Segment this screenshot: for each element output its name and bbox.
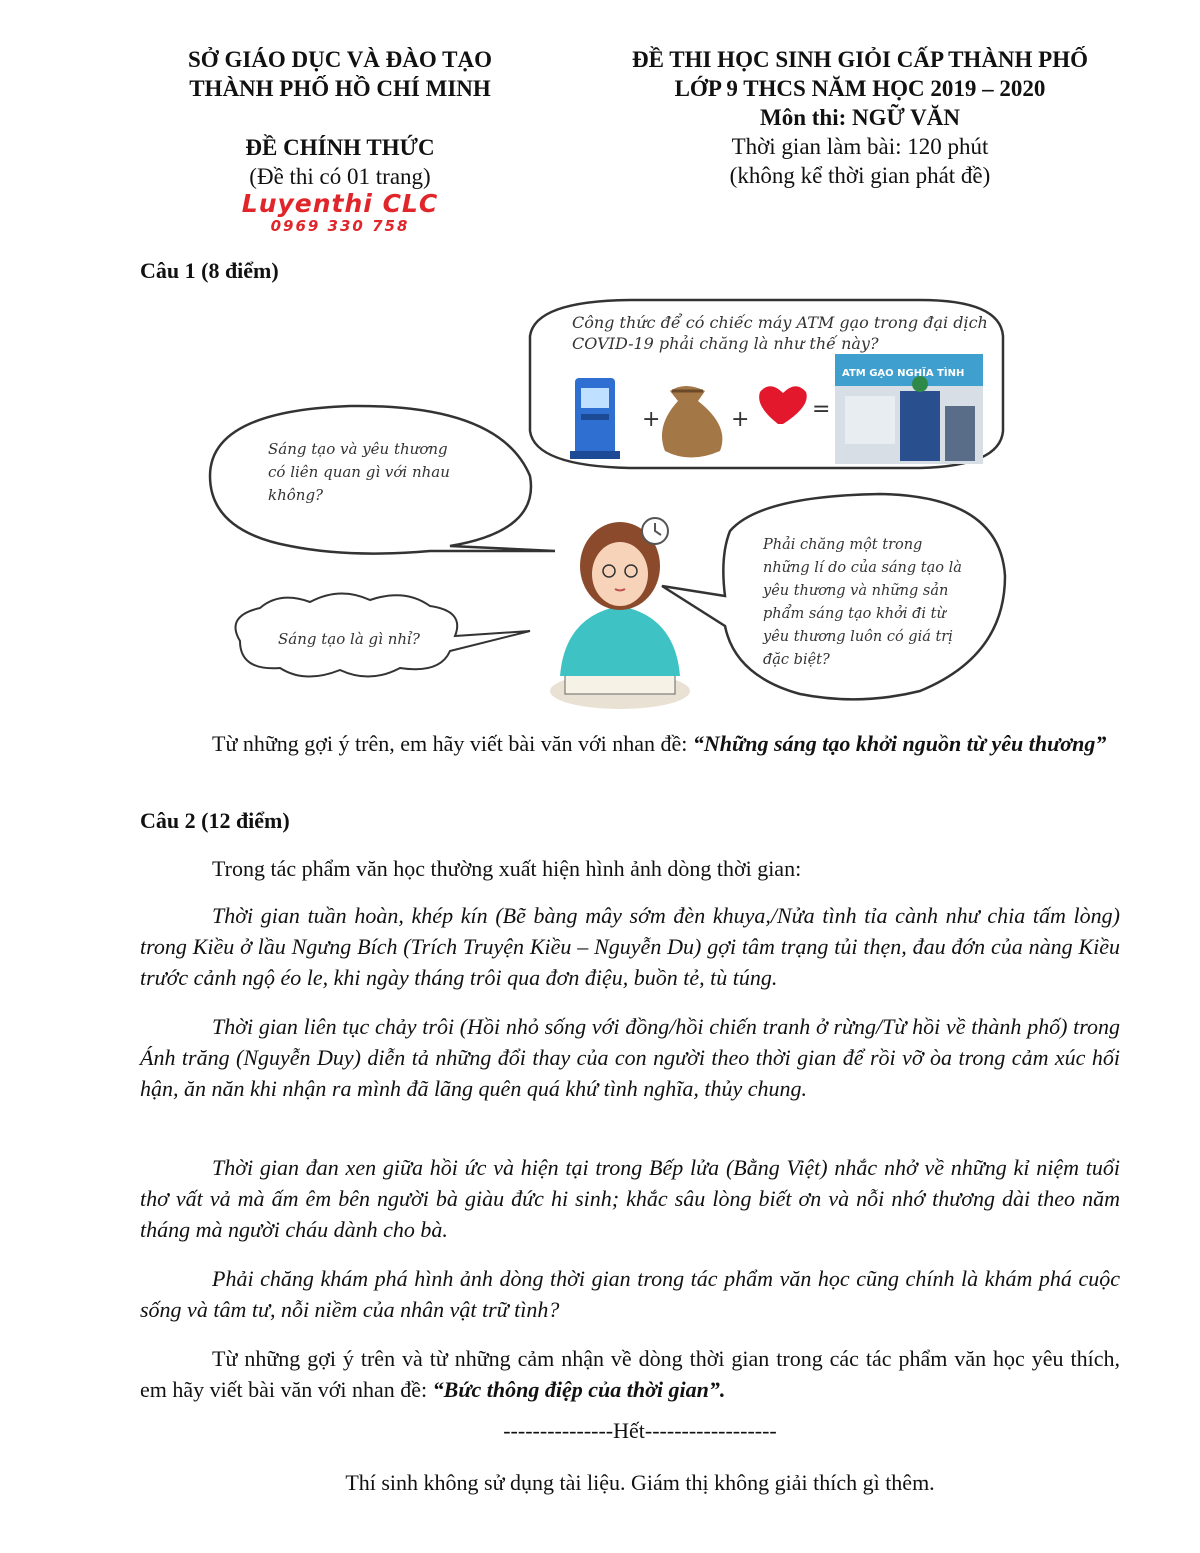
official-label: ĐỀ CHÍNH THỨC	[245, 135, 435, 160]
right-bubble-line-4: phẩm sáng tạo khởi đi từ	[763, 606, 946, 622]
footer-note: Thí sinh không sử dụng tài liệu. Giám thị không giải thích gì thêm.	[345, 1470, 935, 1495]
department-name	[150, 45, 530, 103]
top-bubble-line-1: Công thức để có chiếc máy ATM gạo trong đại dịch	[572, 313, 988, 332]
watermark-phone: 0969 330 758	[270, 217, 410, 235]
department-line-1: SỞ GIÁO DỤC VÀ ĐÀO TẠO	[188, 47, 492, 72]
watermark-name: Luyenthi CLC	[241, 189, 439, 218]
small-bubble-text: Sáng tạo là gì nhỉ?	[278, 630, 420, 648]
thinking-girl-illustration	[550, 518, 690, 709]
question-2-paragraph-4: Phải chăng khám phá hình ảnh dòng thời gian trong tác phẩm văn học cũng chính là khám phá cuộc sống và tâm tư, nỗi niềm của nhân vật trữ tình?	[140, 1266, 1120, 1322]
equals-sign: =	[812, 397, 831, 422]
atm-machine-icon	[570, 378, 620, 459]
question-1-illustration	[200, 296, 1020, 711]
question-2-prompt	[140, 1343, 1120, 1405]
photo-caption: ATM GẠO NGHĨA TÌNH	[842, 368, 965, 379]
exam-info	[560, 45, 1160, 190]
question-2-paragraph-2: Thời gian liên tục chảy trôi (Hồi nhỏ sống với đồng/hồi chiến tranh ở rừng/Từ hồi về thành phố) trong Ánh trăng (Nguyễn Duy) diễn tả những đổi thay của con người theo thời gian để rồi vỡ òa trong cảm xúc hối hận, ăn năn khi nhận ra mình đã lãng quên quá khứ tình nghĩa, thủy chung.	[140, 1014, 1120, 1101]
right-bubble-line-5: yêu thương luôn có giá trị	[763, 629, 953, 645]
left-bubble-line-3: không?	[268, 486, 324, 504]
question-1-title: Câu 1 (8 điểm)	[140, 258, 279, 283]
exam-subject: Môn thi: NGỮ VĂN	[760, 105, 960, 130]
question-2-paragraph-1: Thời gian tuần hoàn, khép kín (Bẽ bàng mây sớm đèn khuya,/Nửa tình tỉa cành như chia tấm lòng) trong Kiều ở lầu Ngưng Bích (Trích Truyện Kiều – Nguyễn Du) gợi tâm trạng tủi thẹn, đau đớn của nàng Kiều trước cảnh ngộ éo le, khi ngày tháng trôi qua đơn điệu, buồn tẻ, tù túng.	[140, 903, 1120, 990]
top-bubble-line-2: COVID-19 phải chăng là như thế này?	[572, 334, 879, 353]
right-bubble-line-1: Phải chăng một trong	[763, 537, 923, 553]
question-1-prompt-text: Từ những gợi ý trên, em hãy viết bài văn với nhan đề:	[212, 731, 693, 756]
left-bubble-line-1: Sáng tạo và yêu thương	[268, 440, 448, 458]
exam-title: ĐỀ THI HỌC SINH GIỎI CẤP THÀNH PHỐ	[631, 47, 1089, 72]
exam-time-note: (không kể thời gian phát đề)	[729, 163, 991, 188]
plus-sign-1: +	[642, 407, 661, 432]
question-1-prompt	[140, 728, 1120, 759]
exam-time: Thời gian làm bài: 120 phút	[731, 134, 989, 159]
department-line-2: THÀNH PHỐ HỒ CHÍ MINH	[189, 76, 491, 101]
right-bubble-line-3: yêu thương và những sản	[763, 583, 949, 599]
question-2-essay-title: “Bức thông điệp của thời gian”.	[432, 1377, 726, 1402]
left-bubble-line-2: có liên quan gì với nhau	[268, 463, 450, 481]
exam-grade-year: LỚP 9 THCS NĂM HỌC 2019 – 2020	[674, 76, 1046, 101]
question-2-title: Câu 2 (12 điểm)	[140, 808, 290, 833]
plus-sign-2: +	[731, 407, 750, 432]
right-bubble-line-2: những lí do của sáng tạo là	[763, 560, 962, 576]
question-1-essay-title: “Những sáng tạo khởi nguồn từ yêu thương”	[692, 731, 1107, 756]
question-2-paragraph-3: Thời gian đan xen giữa hồi ức và hiện tại trong Bếp lửa (Bằng Việt) nhắc nhở về những kỉ niệm tuổi thơ vất vả mà ấm êm bên người bà giàu đức hi sinh; khắc sâu lòng biết ơn và nỗi nhớ thương dài theo năm tháng mà người cháu dành cho bà.	[140, 1155, 1120, 1242]
pages-note: (Đề thi có 01 trang)	[249, 164, 431, 189]
question-2-intro: Trong tác phẩm văn học thường xuất hiện hình ảnh dòng thời gian:	[212, 856, 802, 881]
right-bubble-line-6: đặc biệt?	[763, 652, 830, 668]
end-marker: ---------------Hết------------------	[503, 1418, 777, 1443]
question-2-prompt-text: Từ những gợi ý trên và từ những cảm nhận về dòng thời gian trong các tác phẩm văn học yêu thích, em hãy viết bài văn với nhan đề:	[140, 1346, 1120, 1402]
watermark-stamp	[150, 190, 530, 234]
official-block	[150, 133, 530, 191]
